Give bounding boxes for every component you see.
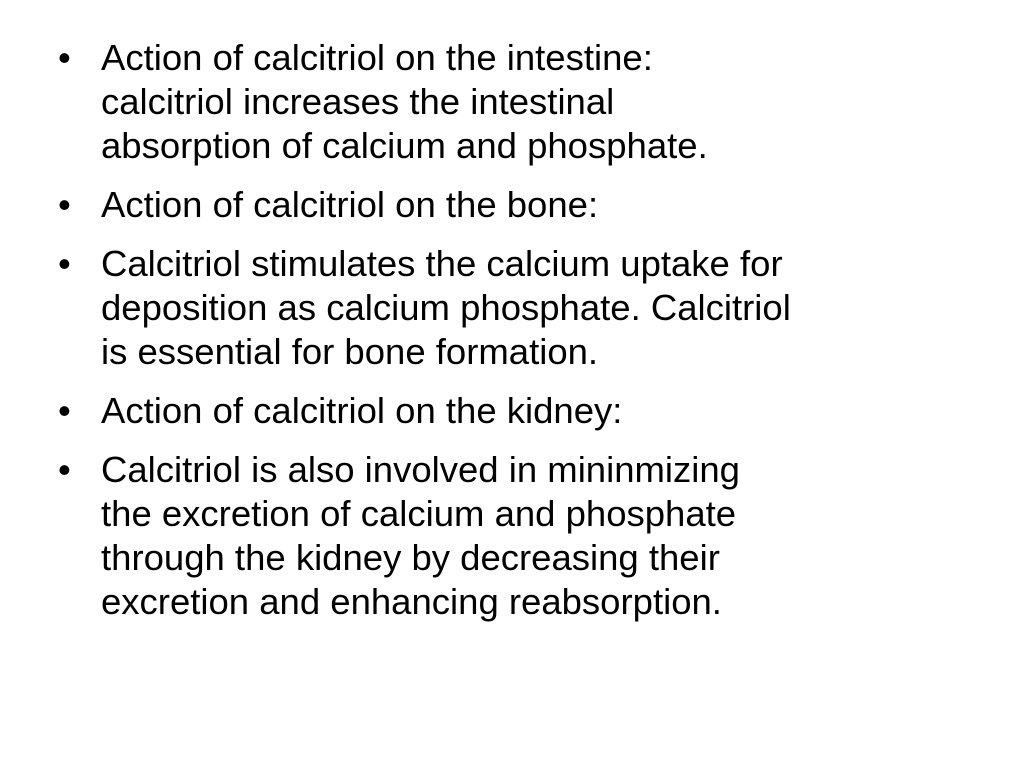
- bullet-icon: •: [58, 390, 71, 431]
- bullet-text-line: Action of calcitriol on the bone:: [101, 184, 599, 225]
- bullet-item-bone-heading: [58, 183, 988, 227]
- bullet-text-line: the excretion of calcium and phosphate: [101, 493, 737, 534]
- bullet-text: [101, 242, 791, 374]
- bullet-text-line: is essential for bone formation.: [101, 331, 599, 372]
- bullet-icon: •: [58, 243, 71, 284]
- bullet-item-kidney-detail: [58, 448, 988, 624]
- bullet-text: [101, 36, 708, 168]
- bullet-text-line: Action of calcitriol on the kidney:: [101, 390, 623, 431]
- bullet-icon: •: [58, 37, 71, 78]
- bullet-item-bone-detail: [58, 242, 988, 374]
- bullet-text-line: Action of calcitriol on the intestine:: [101, 37, 653, 78]
- bullet-text-line: excretion and enhancing reabsorption.: [101, 581, 722, 622]
- bullet-text-line: Calcitriol stimulates the calcium uptake for: [101, 243, 783, 284]
- bullet-item-intestine: [58, 36, 988, 168]
- bullet-icon: •: [58, 449, 71, 490]
- bullet-icon: •: [58, 184, 71, 225]
- bullet-text-line: absorption of calcium and phosphate.: [101, 125, 708, 166]
- bullet-text-line: calcitriol increases the intestinal: [101, 81, 615, 122]
- bullet-text-line: through the kidney by decreasing their: [101, 537, 720, 578]
- bullet-text: [101, 183, 598, 227]
- bullet-list: [58, 36, 988, 639]
- bullet-text-line: Calcitriol is also involved in mininmizing: [101, 449, 740, 490]
- bullet-item-kidney-heading: [58, 389, 988, 433]
- bullet-text-line: deposition as calcium phosphate. Calcitriol: [101, 287, 791, 328]
- bullet-text: [101, 389, 622, 433]
- bullet-text: [101, 448, 740, 624]
